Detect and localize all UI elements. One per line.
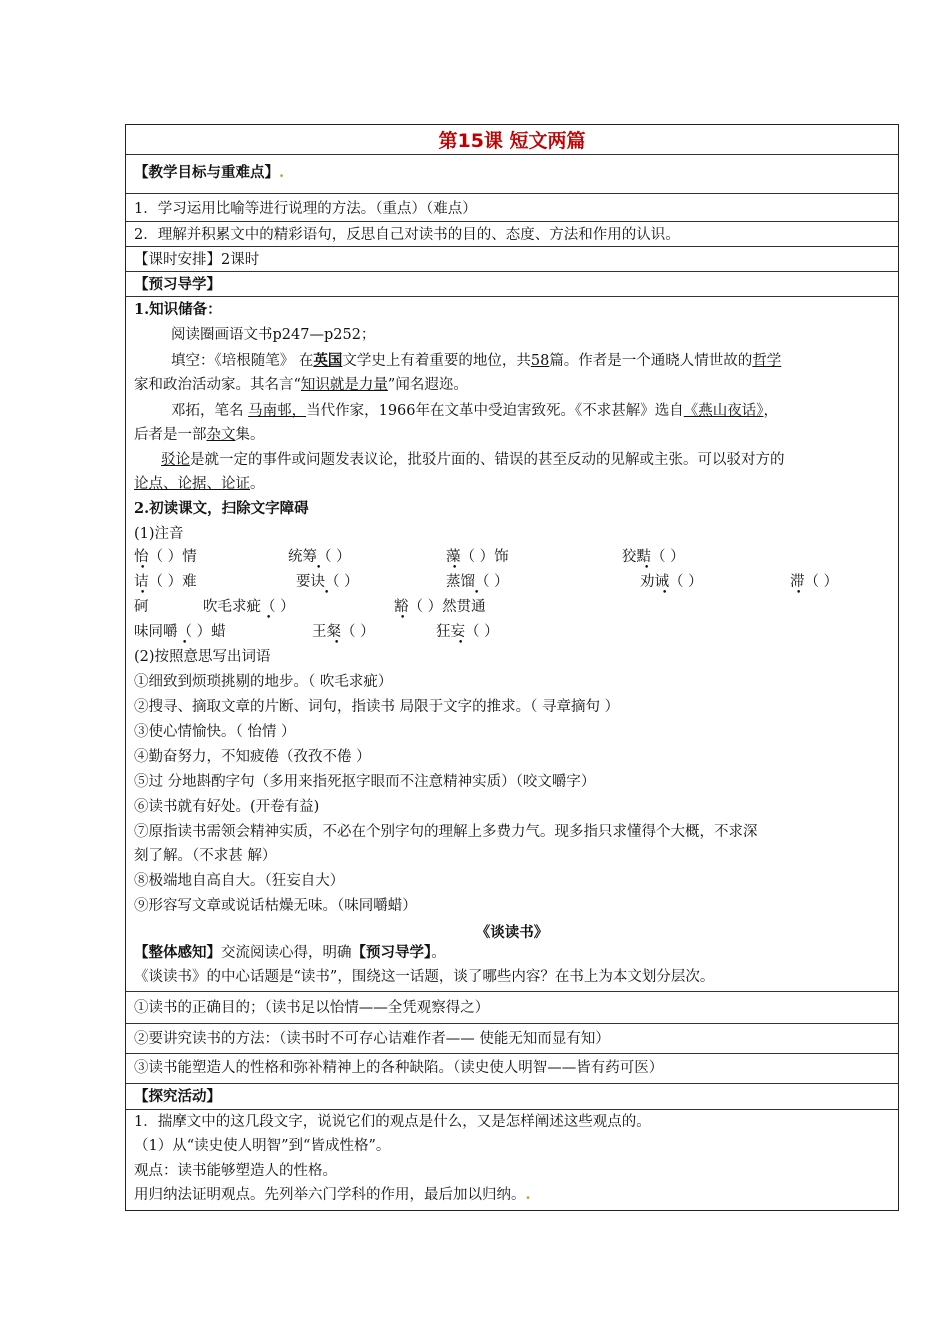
- fill-blank-2-cont: 后者是一部杂文集。: [134, 427, 265, 443]
- divider: [126, 1083, 898, 1084]
- central-topic: 《谈读书》的中心话题是“读书”，围绕这一话题，谈了哪些内容？在书上为本文划分层次。: [134, 969, 715, 985]
- divider: [126, 1053, 898, 1054]
- section-heading-explore: 【探究活动】: [134, 1088, 221, 1105]
- page-title: 第15课 短文两篇: [438, 130, 586, 152]
- layer-item: ②要讲究读书的方法：（读书时不可存心诘难作者—— 使能无知而显有知）: [134, 1031, 610, 1047]
- pinyin-heading: (1)注音: [134, 526, 184, 542]
- pinyin-item: 滞（ ）: [790, 574, 839, 590]
- pinyin-item: 味同嚼（ ）蜡: [134, 624, 226, 640]
- divider: [126, 1109, 898, 1110]
- title-divider: [126, 154, 898, 155]
- first-read-heading: 2.初读课文，扫除文字障碍: [134, 500, 309, 517]
- word-heading: (2)按照意思写出词语: [134, 649, 271, 665]
- fill-blank-3: 驳论是就一定的事件或问题发表议论，批驳片面的、错误的甚至反动的见解或主张。可以驳对方的: [161, 452, 785, 468]
- emphasis-dot: •: [266, 613, 272, 623]
- knowledge-heading: 1.知识储备：: [134, 301, 222, 318]
- argument-method: 用归纳法证明观点。先列举六门学科的作用，最后加以归纳。.: [134, 1186, 531, 1203]
- emphasis-dot: •: [182, 638, 188, 648]
- emphasis-dot: •: [452, 563, 458, 573]
- word-item: ③使心情愉快。（ 怡情 ）: [134, 724, 296, 740]
- pinyin-item: 诘（ ）难: [134, 574, 197, 590]
- pinyin-item: 狂妄（ ）: [436, 624, 499, 640]
- explore-sub: （1）从“读史使人明智”到“皆成性格”。: [134, 1138, 391, 1154]
- word-item: ⑤过 分地斟酌字句（多用来指死抠字眼而不注意精神实质）（咬文嚼字）: [134, 774, 596, 790]
- overall-perception: 【整体感知】交流阅读心得，明确【预习导学】。: [134, 944, 446, 961]
- divider: [126, 991, 898, 992]
- pinyin-item: 藻（ ）饰: [446, 549, 509, 565]
- viewpoint: 观点：读书能够塑造人的性格。: [134, 1163, 337, 1179]
- emphasis-dot: •: [334, 638, 340, 648]
- fill-blank-1: 填空：《培根随笔》 在英国文学史上有着重要的地位，共58篇。作者是一个通晓人情世故的哲学: [171, 352, 782, 369]
- emphasis-dot: •: [324, 588, 330, 598]
- document-frame: [125, 124, 899, 1211]
- explore-task: 1．揣摩文中的这几段文字，说说它们的观点是什么，又是怎样阐述这些观点的。: [134, 1114, 651, 1130]
- word-item: ⑥读书就有好处。(开卷有益): [134, 799, 320, 815]
- divider: [126, 296, 898, 297]
- essay-title: 《谈读书》: [475, 924, 549, 941]
- emphasis-dot: •: [796, 588, 802, 598]
- goal-1: 1．学习运用比喻等进行说理的方法。（重点）（难点）: [134, 201, 477, 217]
- pinyin-item: 统筹（ ）: [288, 549, 351, 565]
- emphasis-dot: •: [400, 613, 406, 623]
- fill-blank-1-cont: 家和政治活动家。其名言“知识就是力量”闻名遐迩。: [134, 377, 468, 393]
- pinyin-item: 豁（ ）然贯通: [394, 599, 486, 615]
- fill-blank-3-cont: 论点、论据、论证。: [134, 476, 265, 492]
- pinyin-item: 怡（ ）情: [134, 549, 197, 565]
- divider: [126, 193, 898, 194]
- reading-task: 阅读圈画语文书p247—p252；: [171, 327, 376, 343]
- section-heading-goals: 【教学目标与重难点】.: [134, 164, 285, 181]
- emphasis-dot: •: [458, 638, 464, 648]
- emphasis-dot: •: [474, 588, 480, 598]
- word-item: ⑧极端地自高自大。（狂妄自大）: [134, 873, 345, 889]
- emphasis-dot: •: [316, 563, 322, 573]
- divider: [126, 271, 898, 272]
- divider: [126, 221, 898, 222]
- emphasis-dot: •: [662, 588, 668, 598]
- pinyin-item: 狡黠（ ）: [622, 549, 685, 565]
- divider: [126, 1023, 898, 1024]
- emphasis-dot: •: [644, 563, 650, 573]
- word-item-cont: 刻了解。（不求甚 解）: [134, 848, 277, 864]
- emphasis-dot: •: [140, 563, 146, 573]
- layer-item: ③读书能塑造人的性格和弥补精神上的各种缺陷。（读史使人明智——皆有药可医）: [134, 1060, 664, 1076]
- schedule: 【课时安排】2课时: [134, 252, 260, 268]
- layer-item: ①读书的正确目的；（读书足以怡情——全凭观察得之）: [134, 1000, 490, 1016]
- pinyin-item: 王粲（ ）: [312, 624, 375, 640]
- pinyin-item: 吹毛求疵（ ）: [203, 599, 295, 615]
- goal-2: 2．理解并积累文中的精彩语句，反思自己对读书的目的、态度、方法和作用的认识。: [134, 227, 680, 243]
- pinyin-item: 要诀（ ）: [296, 574, 359, 590]
- pinyin-item: 劝诫（ ）: [640, 574, 703, 590]
- word-item: ④勤奋努力，不知疲倦（孜孜不倦 ）: [134, 749, 371, 765]
- word-item: ⑦原指读书需领会精神实质，不必在个别字句的理解上多费力气。现多指只求懂得个大概，不求深: [134, 824, 758, 840]
- word-item: ①细致到烦琐挑剔的地步。（ 吹毛求疵）: [134, 674, 393, 690]
- pinyin-item: 砢: [134, 599, 149, 615]
- divider: [126, 246, 898, 247]
- emphasis-dot: •: [140, 588, 146, 598]
- section-heading-preview: 【预习导学】: [134, 276, 221, 293]
- pinyin-item: 蒸馏（ ）: [446, 574, 509, 590]
- word-item: ②搜寻、摘取文章的片断、词句，指读书 局限于文字的推求。（ 寻章摘句 ）: [134, 699, 620, 715]
- fill-blank-2: 邓拓，笔名 马南邨，当代作家，1966年在文革中受迫害致死。《不求甚解》选自《燕山夜话》，: [171, 403, 779, 419]
- word-item: ⑨形容写文章或说话枯燥无味。（味同嚼蜡）: [134, 898, 417, 914]
